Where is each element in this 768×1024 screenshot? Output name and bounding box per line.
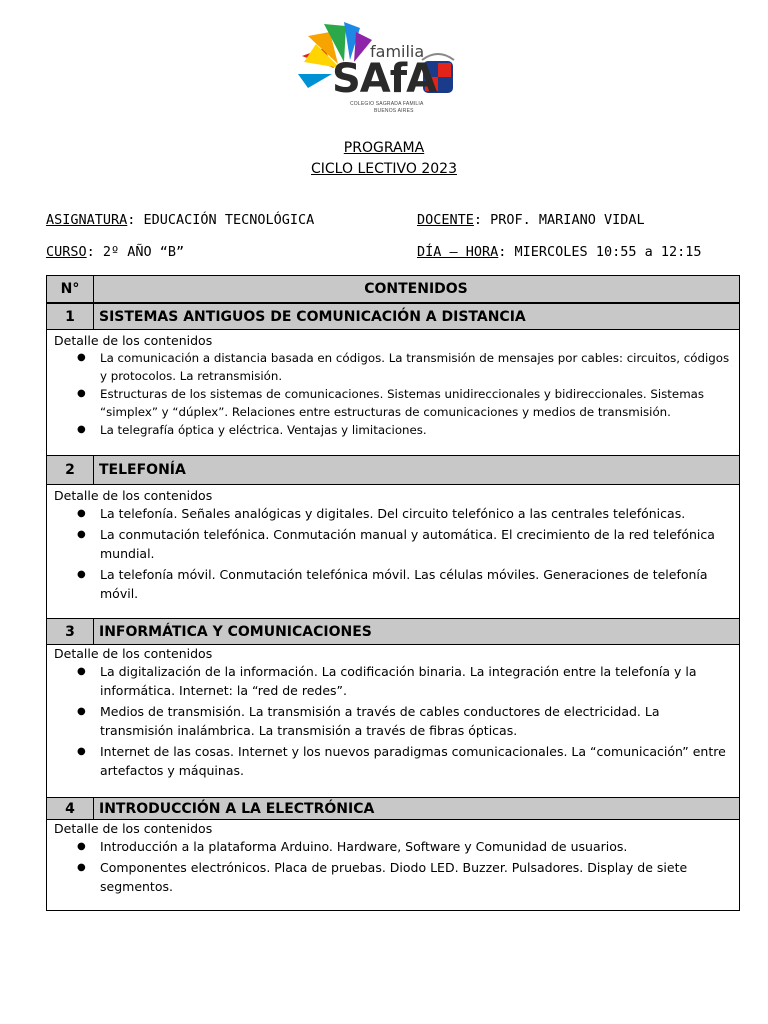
curso-line <box>46 244 184 260</box>
section-body-1 <box>47 330 739 456</box>
section-header-3 <box>47 618 739 645</box>
docente-line <box>417 212 645 228</box>
dia-hora-label: DÍA – HORA <box>417 244 499 260</box>
dia-hora-line <box>417 244 701 260</box>
content-list <box>47 504 739 603</box>
section-number: 4 <box>47 798 94 819</box>
list-item: ● La comunicación a distancia basada en códigos. La transmisión de mensajes por cables: circuitos, códigos y protocolos. La retransmisión. <box>47 349 739 385</box>
list-item: ● La telefonía. Señales analógicas y digitales. Del circuito telefónico a las centrales telefónicas. <box>47 504 739 523</box>
detail-label: Detalle de los contenidos <box>54 646 213 661</box>
document-subtitle: CICLO LECTIVO 2023 <box>311 161 457 177</box>
section-title: TELEFONÍA <box>99 462 186 478</box>
curso-label: CURSO <box>46 244 87 260</box>
section-title: INFORMÁTICA Y COMUNICACIONES <box>99 623 372 640</box>
table-header <box>47 275 739 303</box>
list-item: ● La conmutación telefónica. Conmutación manual y automática. El crecimiento de la red telefónica mundial. <box>47 525 739 563</box>
column-contents-header: CONTENIDOS <box>364 281 468 297</box>
content-list <box>47 837 739 896</box>
section-body-4 <box>47 820 739 910</box>
column-number-header: N° <box>47 276 94 302</box>
contents-table <box>46 275 740 911</box>
section-body-3 <box>47 645 739 797</box>
section-header-4 <box>47 797 739 820</box>
logo-city: BUENOS AIRES <box>374 108 414 114</box>
section-header-2 <box>47 455 739 485</box>
section-number: 3 <box>47 619 94 644</box>
asignatura-line <box>46 212 314 228</box>
logo-school-name: COLEGIO SAGRADA FAMILIA <box>350 101 424 107</box>
list-item: ● Internet de las cosas. Internet y los nuevos paradigmas comunicacionales. La “comunicación” entre artefactos y máquinas. <box>47 742 739 780</box>
content-list <box>47 662 739 780</box>
curso-value: : 2º AÑO “B” <box>86 244 185 260</box>
asignatura-value: : EDUCACIÓN TECNOLÓGICA <box>127 212 315 228</box>
dia-hora-value: : MIERCOLES 10:55 a 12:15 <box>498 244 702 260</box>
list-item: ● La digitalización de la información. La codificación binaria. La integración entre la telefonía y la informática. Internet: la “red de redes”. <box>47 662 739 700</box>
section-number: 1 <box>47 304 94 329</box>
section-title: INTRODUCCIÓN A LA ELECTRÓNICA <box>99 800 375 817</box>
section-title: SISTEMAS ANTIGUOS DE COMUNICACIÓN A DISTANCIA <box>99 308 526 325</box>
detail-label: Detalle de los contenidos <box>54 333 213 348</box>
section-header-1 <box>47 303 739 330</box>
asignatura-label: ASIGNATURA <box>46 212 128 228</box>
docente-value: : PROF. MARIANO VIDAL <box>473 212 645 228</box>
list-item: ● Estructuras de los sistemas de comunicaciones. Sistemas unidireccionales y bidireccionales. Sistemas “simplex” y “dúplex”. Relaciones entre estructuras de comunicaciones y medios de transmisión. <box>47 385 739 421</box>
content-list <box>47 349 739 439</box>
docente-label: DOCENTE <box>417 212 474 228</box>
document-title: PROGRAMA <box>343 140 425 156</box>
list-item: ● Componentes electrónicos. Placa de pruebas. Diodo LED. Buzzer. Pulsadores. Display de siete segmentos. <box>47 858 739 896</box>
section-number: 2 <box>47 456 94 484</box>
list-item: ● La telegrafía óptica y eléctrica. Ventajas y limitaciones. <box>47 421 739 439</box>
list-item: ● Introducción a la plataforma Arduino. Hardware, Software y Comunidad de usuarios. <box>47 837 739 856</box>
detail-label: Detalle de los contenidos <box>54 821 213 836</box>
detail-label: Detalle de los contenidos <box>54 488 213 503</box>
logo-wordmark: SAfA <box>332 56 437 102</box>
section-body-2 <box>47 485 739 618</box>
list-item: ● Medios de transmisión. La transmisión a través de cables conductores de electricidad. La transmisión inalámbrica. La transmisión a través de fibras ópticas. <box>47 702 739 740</box>
list-item: ● La telefonía móvil. Conmutación telefónica móvil. Las células móviles. Generaciones de telefonía móvil. <box>47 565 739 603</box>
logo-familia-text: familia <box>370 42 425 61</box>
